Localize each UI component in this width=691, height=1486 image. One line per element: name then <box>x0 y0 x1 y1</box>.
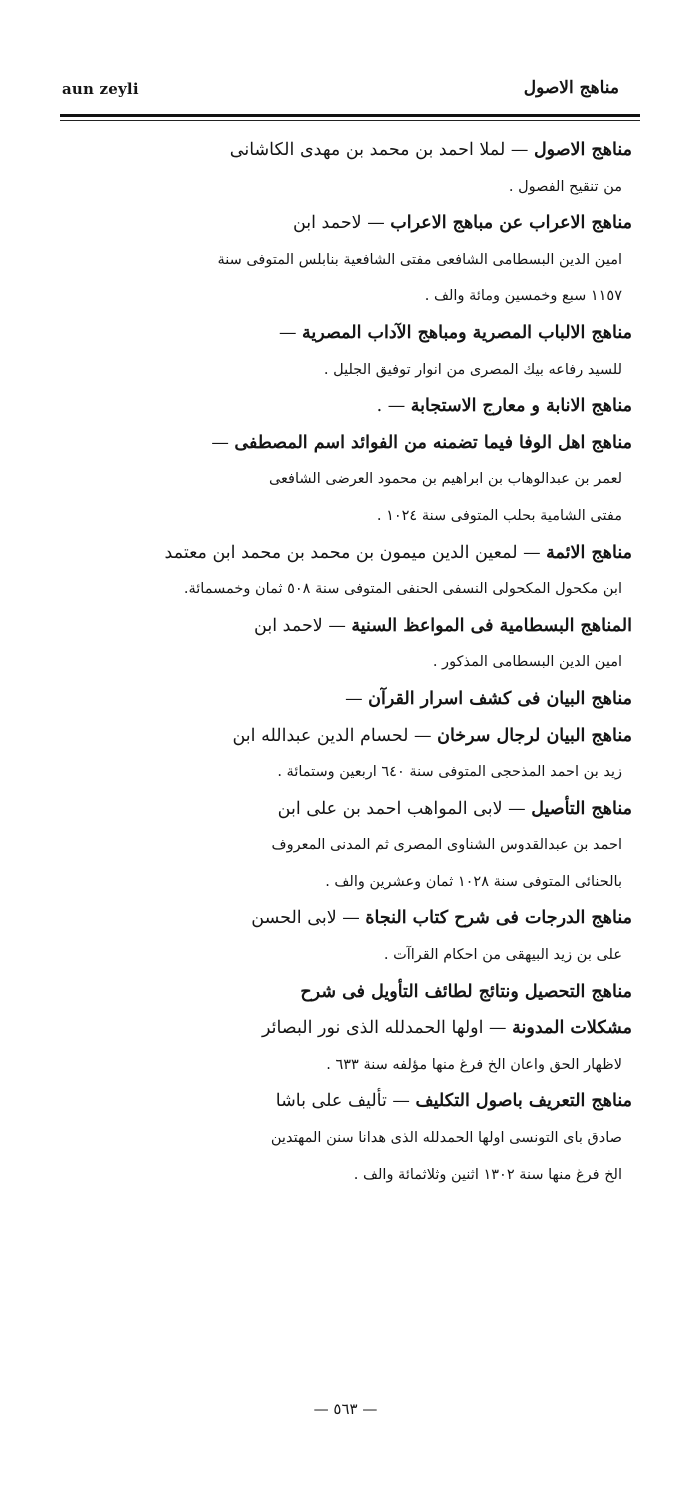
entry-heading-line <box>66 205 632 242</box>
entry-heading-line <box>66 608 632 645</box>
dictionary-entry <box>66 608 632 681</box>
entry-text: — <box>345 688 369 709</box>
entry-text: صادق باى التونسى اولها الحمدلله الذى هدانا سنن المهتدين <box>270 1130 622 1147</box>
entry-text: — <box>278 322 303 343</box>
entry-title: مناهج البيان فى كشف اسرار القرآن <box>368 688 632 709</box>
dictionary-entry <box>66 205 632 315</box>
entry-heading-line <box>66 132 632 169</box>
entry-heading-line <box>66 1083 632 1120</box>
entry-list <box>66 132 632 1193</box>
entry-text: — لاحمد ابن <box>254 615 352 636</box>
running-header-left: aun zeyli <box>62 80 139 98</box>
entry-heading-line <box>66 681 632 718</box>
entry-title: مناهج التأصيل <box>531 798 632 819</box>
entry-text-line <box>66 169 632 206</box>
dictionary-entry <box>66 791 632 901</box>
entry-text-line <box>66 242 632 279</box>
entry-heading-line <box>66 425 632 462</box>
entry-text-line <box>66 644 632 681</box>
entry-text: — اولها الحمدلله الذى نور البصائر <box>261 1018 513 1039</box>
entry-text: لاظهار الحق واعان الخ فرغ منها مؤلفه سنة ٦٣٣ . <box>326 1056 622 1073</box>
entry-title: مناهج التعريف باصول التكليف <box>415 1091 632 1112</box>
entry-text: — لابى الحسن <box>251 908 366 929</box>
entry-text: — لحسام الدين عبدالله ابن <box>232 725 438 746</box>
entry-heading-line <box>66 315 632 352</box>
dictionary-entry <box>66 315 632 388</box>
entry-text-line <box>66 1120 632 1157</box>
entry-title: مناهج التحصيل ونتائج لطائف التأويل فى شرح <box>300 981 632 1002</box>
entry-text-line <box>66 1010 632 1047</box>
entry-text-line <box>66 754 632 791</box>
entry-title: مناهج الالباب المصرية ومباهج الآداب المصرية <box>302 322 632 343</box>
entry-text-line <box>66 571 632 608</box>
header-rule-thick <box>60 114 640 117</box>
entry-title: مناهج الانابة و معارج الاستجابة <box>410 396 632 417</box>
entry-text: امين الدين البسطامى الشافعى مفتى الشافعية بنابلس المتوفى سنة <box>217 251 622 268</box>
entry-heading-line <box>66 900 632 937</box>
dictionary-entry <box>66 974 632 1084</box>
entry-text-line <box>66 278 632 315</box>
dictionary-entry <box>66 535 632 608</box>
entry-title: مناهج اهل الوفا فيما تضمنه من الفوائد اسم المصطفى <box>234 432 632 453</box>
entry-text: بالحنائى المتوفى سنة ١٠٢٨ ثمان وعشرين والف . <box>325 873 622 890</box>
entry-text: من تنقيح الفصول . <box>508 178 622 195</box>
entry-title: مناهج البيان لرجال سرخان <box>437 725 632 746</box>
entry-text-line <box>66 1157 632 1194</box>
page-number: — ٥٦٣ — <box>313 1400 378 1418</box>
entry-text-line <box>66 827 632 864</box>
entry-heading-line <box>66 791 632 828</box>
entry-heading-line <box>66 388 632 425</box>
entry-text-line <box>66 461 632 498</box>
entry-text: على بن زيد البيهقى من احكام القراآت . <box>383 947 622 964</box>
entry-text-line <box>66 937 632 974</box>
dictionary-entry <box>66 425 632 535</box>
entry-title: مناهج الاصول <box>533 140 632 160</box>
header-rule-thin <box>60 120 640 121</box>
entry-text: ١١٥٧ سبع وخمسين ومائة والف . <box>424 288 622 305</box>
entry-title: مناهج الاعراب عن مباهج الاعراب <box>390 213 632 234</box>
entry-text: — لاحمد ابن <box>292 213 391 234</box>
entry-title: مشكلات المدونة <box>512 1018 632 1039</box>
entry-text: مفتى الشامية بحلب المتوفى سنة ١٠٢٤ . <box>376 507 622 524</box>
entry-text: احمد بن عبدالقدوس الشناوى المصرى ثم المدنى المعروف <box>271 837 622 854</box>
entry-title: مناهج الدرجات فى شرح كتاب النجاة <box>365 908 632 929</box>
dictionary-entry <box>66 388 632 425</box>
entry-text: — تأليف على باشا <box>275 1091 416 1112</box>
entry-text: امين الدين البسطامى المذكور . <box>432 654 622 671</box>
dictionary-entry <box>66 900 632 973</box>
entry-heading-line <box>66 535 632 572</box>
running-header-title: مناهج الاصول <box>523 78 619 98</box>
dictionary-entry <box>66 1083 632 1193</box>
entry-text-line <box>66 352 632 389</box>
entry-text: — . <box>376 396 411 417</box>
dictionary-entry <box>66 681 632 718</box>
entry-text: زيد بن احمد المذحجى المتوفى سنة ٦٤٠ اربعين وستمائة . <box>277 764 622 781</box>
entry-title: مناهج الائمة <box>546 542 632 563</box>
entry-text-line <box>66 498 632 535</box>
entry-heading-line <box>66 718 632 755</box>
entry-text-line <box>66 864 632 901</box>
entry-title: المناهج البسطامية فى المواعظ السنية <box>351 615 632 636</box>
entry-heading-line <box>66 974 632 1011</box>
entry-text: — لابى المواهب احمد بن على ابن <box>277 798 532 819</box>
entry-text-line <box>66 1047 632 1084</box>
entry-text: للسيد رفاعه بيك المصرى من انوار توفيق الجليل . <box>323 361 622 378</box>
dictionary-entry <box>66 718 632 791</box>
entry-text: — لمعين الدين ميمون بن محمد بن محمد ابن معتمد <box>164 542 547 563</box>
entry-text: ابن مكحول المكحولى النسفى الحنفى المتوفى سنة ٥٠٨ ثمان وخمسمائة. <box>183 581 622 598</box>
entry-text: لعمر بن عبدالوهاب بن ابراهيم بن محمود العرضى الشافعى <box>268 471 622 488</box>
entry-text: — <box>211 432 235 453</box>
entry-text: — لملا احمد بن محمد بن مهدى الكاشانى <box>229 140 534 160</box>
dictionary-entry <box>66 132 632 205</box>
entry-text: الخ فرغ منها سنة ١٣٠٢ اثنين وثلاثمائة والف . <box>353 1166 622 1183</box>
